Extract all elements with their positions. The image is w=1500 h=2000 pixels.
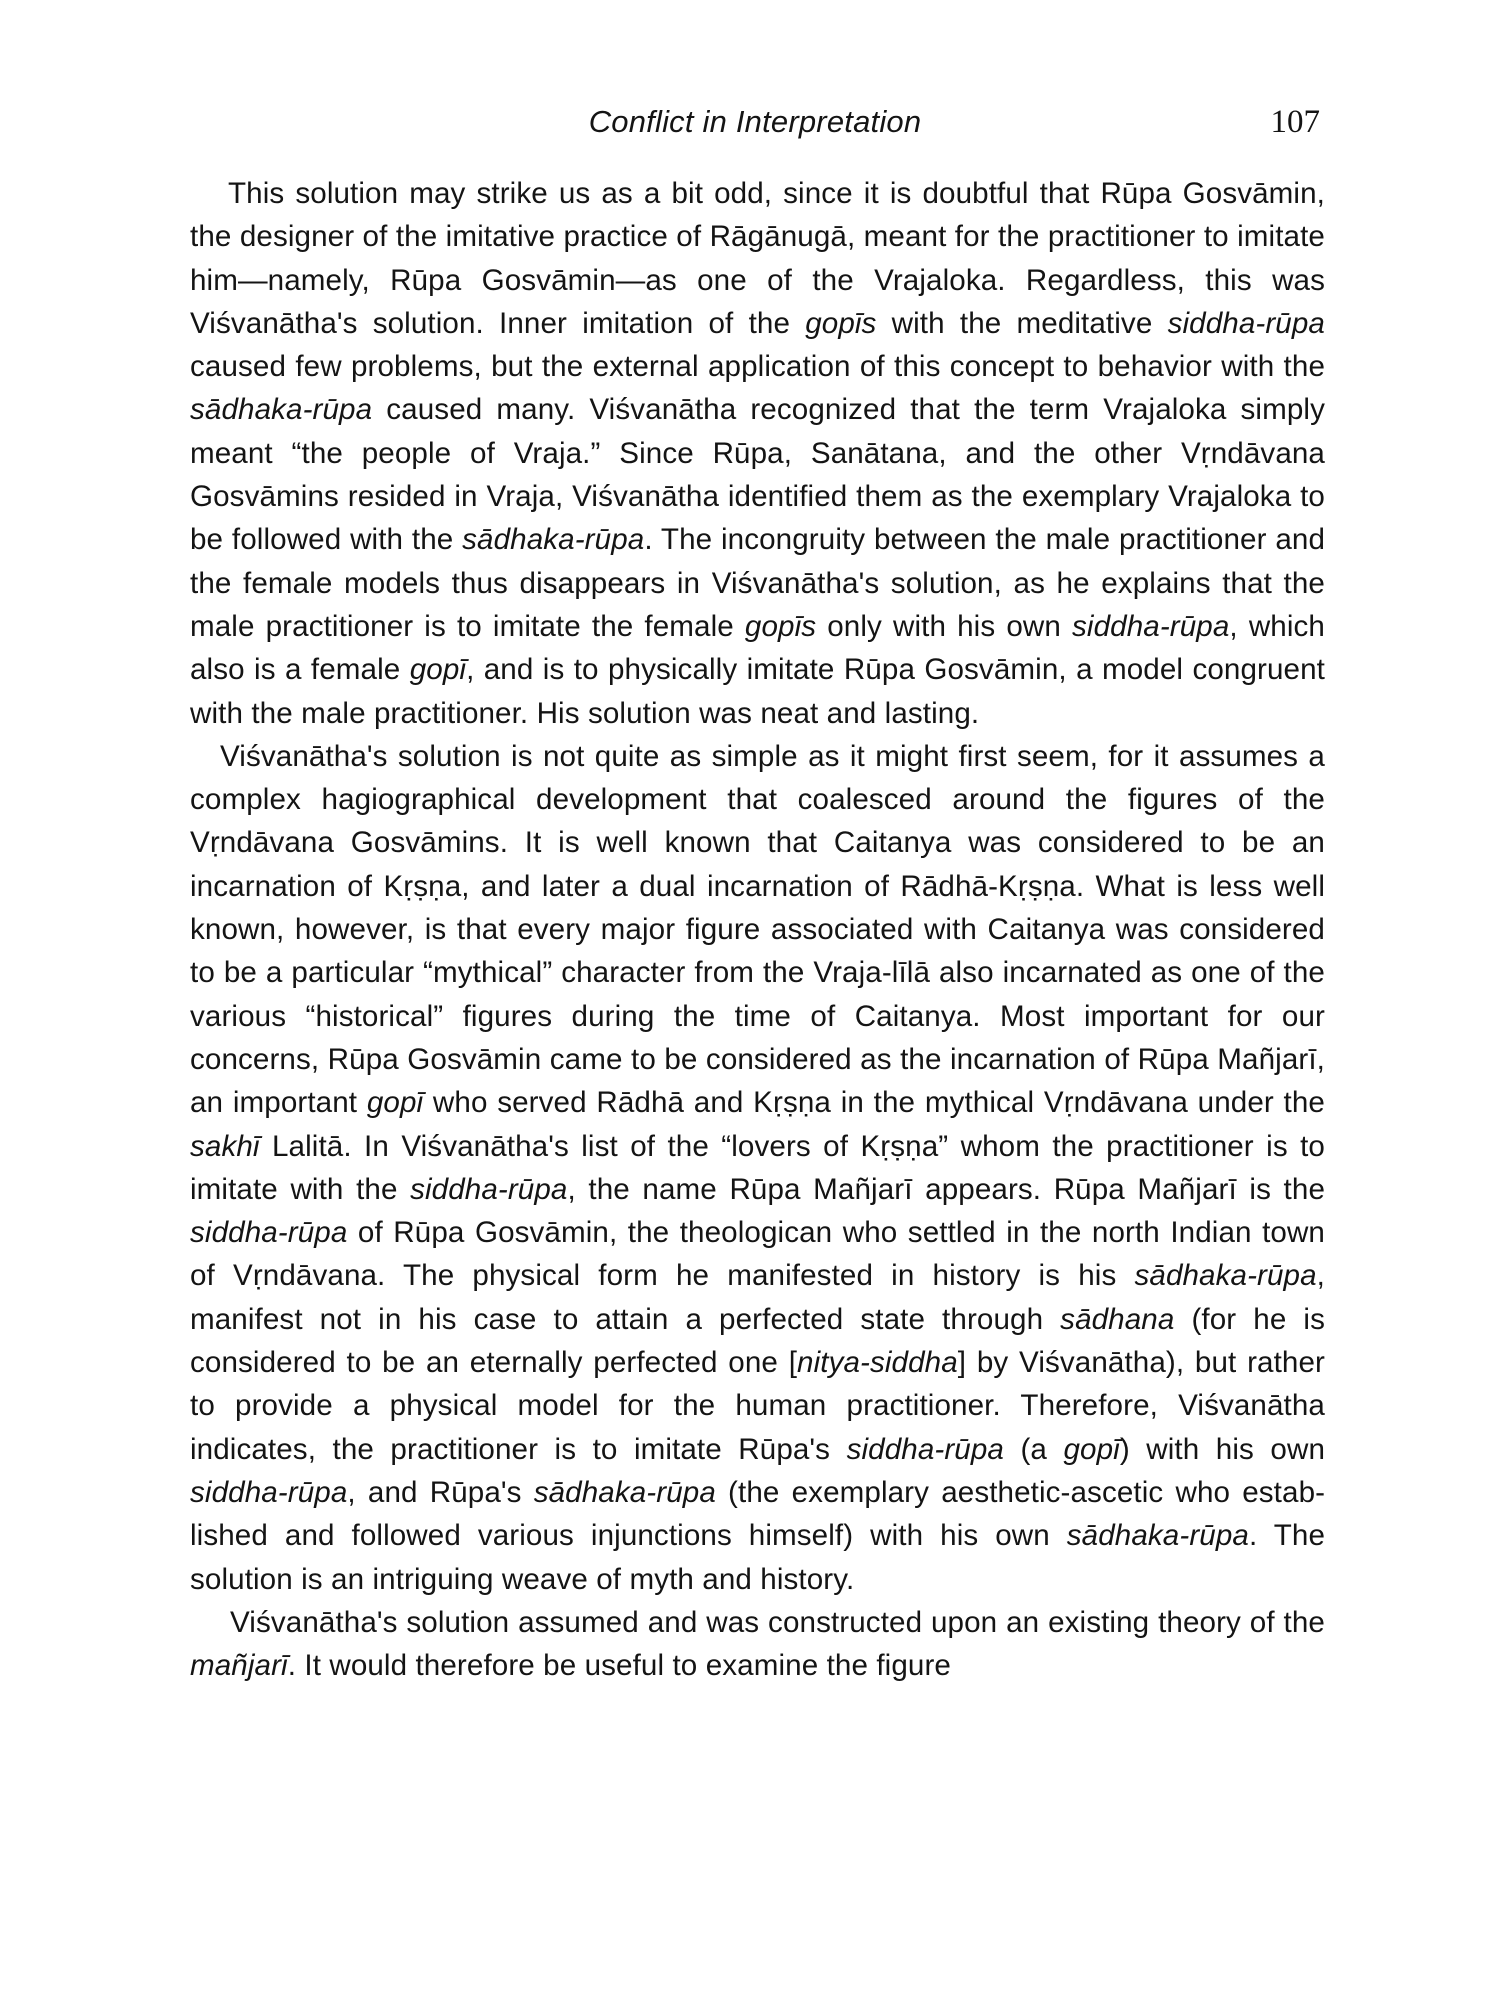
italic-term: nitya-siddha: [797, 1346, 958, 1380]
text-run: Viśvanātha's solution assumed and was constructed upon an existing theory of the: [230, 1605, 1325, 1639]
text-run: (a: [1003, 1432, 1064, 1466]
italic-term: gopī: [409, 653, 467, 687]
italic-term: siddha-rūpa: [190, 1216, 348, 1250]
italic-term: sādhaka-rūpa: [1066, 1519, 1249, 1553]
italic-term: siddha-rūpa: [1167, 306, 1325, 340]
italic-term: gopī: [1063, 1432, 1120, 1466]
text-run: , the name Rūpa Mañjarī appears. Rūpa Mañjarī is the: [567, 1172, 1325, 1206]
text-run: (for he is considered to be an eternally perfected one [: [190, 1302, 1325, 1380]
italic-term: gopīs: [805, 306, 877, 340]
text-run: Lalitā. In Viśvanātha's list of the “lovers of Kṛṣṇa” whom the practitioner is to imitate with the: [190, 1129, 1325, 1206]
running-title: Conflict in Interpretation: [588, 104, 922, 139]
italic-term: sādhaka-rūpa: [462, 523, 645, 557]
text-run: ] by Viśvanātha), but rather to provide a physical model for the human practitioner. Therefore, Viśvanātha indicates, the practitioner is to imitate Rūpa's: [190, 1346, 1325, 1466]
text-run: . The solution is an intriguing weave of myth and history.: [190, 1519, 1326, 1596]
italic-term: siddha-rūpa: [190, 1475, 348, 1509]
italic-term: sādhaka-rūpa: [190, 393, 373, 427]
text-run: with the meditative: [876, 306, 1168, 340]
page-number: 107: [1270, 104, 1320, 140]
italic-term: mañjarī: [190, 1649, 288, 1683]
italic-term: sādhaka-rūpa: [1134, 1259, 1317, 1293]
text-run: This solution may strike us as a bit odd, since it is doubtful that Rūpa Gosvāmin, the designer of the imitative practice of Rāgānugā, meant for the practitioner to imitate him—namely, Rūpa Gosvāmin—as one of the Vrajaloka. Regardless, this was Viśvanātha's solution. Inner imitation of the: [190, 177, 1325, 340]
text-run: . The incongruity between the male practitioner and the female models thus disappears in Viśvanātha's solution, as he explains that the male practitioner is to imitate the female: [190, 523, 1326, 643]
italic-term: siddha-rūpa: [410, 1172, 568, 1206]
italic-term: sakhī: [190, 1129, 260, 1163]
text-run: , which also is a female: [190, 609, 1325, 687]
text-run: ) with his own: [1119, 1432, 1326, 1466]
text-run: . It would therefore be useful to examine the figure: [287, 1649, 951, 1683]
italic-term: gopīs: [744, 609, 817, 643]
text-run: caused few problems, but the external application of this concept to behavior with the: [190, 350, 1325, 384]
text-run: of Rūpa Gosvāmin, the theologican who settled in the north Indian town of Vṛndāvana. The physical form he manifested in history is his: [190, 1216, 1325, 1293]
text-run: caused many. Viśvanātha recognized that the term Vrajaloka simply meant “the people of Vraja.” Since Rūpa, Sanātana, and the other Vṛndāvana Gosvāmins resided in Vraja, Viśvanātha identified them as the exemplary Vrajaloka to be followed with the: [190, 393, 1325, 557]
italic-term: siddha-rūpa: [1072, 609, 1230, 643]
italic-term: sādhaka-rūpa: [533, 1475, 716, 1509]
paragraph-3: [190, 1601, 1325, 1688]
italic-term: gopī: [366, 1086, 424, 1120]
running-head: [190, 100, 1320, 144]
text-run: , manifest not in his case to attain a perfected state through: [190, 1259, 1325, 1336]
paragraph-2: [190, 735, 1325, 1601]
italic-term: sādhana: [1060, 1302, 1175, 1336]
text-run: Viśvanātha's solution is not quite as simple as it might first seem, for it assumes a complex hagiographical development that coalesced around the figures of the Vṛndāvana Gosvāmins. It is well known that Caitanya was considered to be an incarnation of Kṛṣṇa, and later a dual incarnation of Rādhā-Kṛṣṇa. What is less well known, however, is that every major figure associated with Caitanya was considered to be a particular “mythical” character from the Vraja-līlā also incarnated as one of the various “historical” figures during the time of Caitanya. Most important for our concerns, Rūpa Gosvāmin came to be considered as the incarnation of Rūpa Mañjarī, an important: [190, 739, 1325, 1120]
text-run: only with his own: [816, 609, 1073, 643]
paragraph-1: [190, 172, 1325, 735]
text-run: (the exemplary aesthetic-ascetic who established and followed various injunctions himself) with his own: [190, 1475, 1325, 1553]
body-text: [190, 172, 1325, 1687]
italic-term: siddha-rūpa: [846, 1432, 1004, 1466]
text-run: who served Rādhā and Kṛṣṇa in the mythical Vṛndāvana under the: [423, 1086, 1325, 1120]
text-run: , and Rūpa's: [347, 1475, 534, 1509]
text-run: , and is to physically imitate Rūpa Gosvāmin, a model congruent with the male practitioner. His solution was neat and lasting.: [190, 653, 1325, 730]
